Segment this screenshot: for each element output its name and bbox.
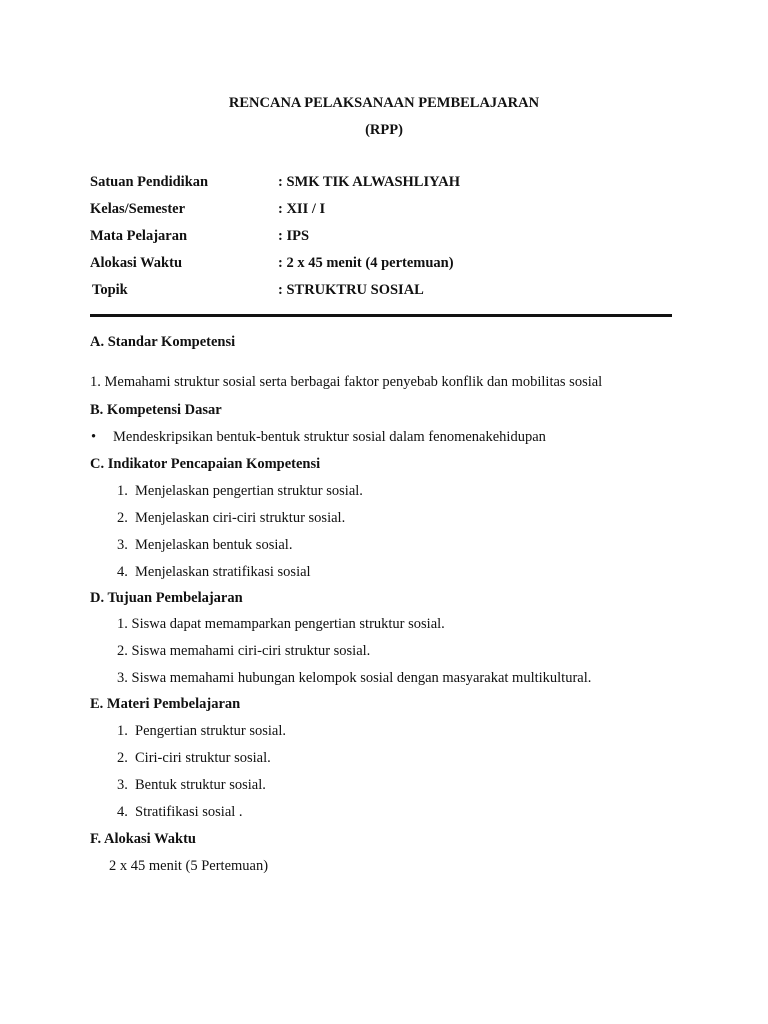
list-item: Pengertian struktur sosial. [135, 723, 287, 739]
list-item: Menjelaskan pengertian struktur sosial. [135, 483, 363, 499]
list-item: Ciri-ciri struktur sosial. [135, 750, 271, 766]
info-value: : XII / I [278, 201, 326, 217]
list-item: 3. Siswa memahami hubungan kelompok sosial dengan masyarakat multikultural. [117, 670, 592, 686]
list-number: 1. [117, 723, 128, 739]
list-item: Stratifikasi sosial . [135, 804, 243, 820]
list-item: Menjelaskan bentuk sosial. [135, 537, 293, 553]
document-subtitle: (RPP) [365, 122, 403, 138]
list-item: 2. Siswa memahami ciri-ciri struktur sosial. [117, 643, 371, 659]
list-number: 2. [117, 510, 128, 526]
list-item: Menjelaskan ciri-ciri struktur sosial. [135, 510, 346, 526]
info-value: : 2 x 45 menit (4 pertemuan) [278, 255, 454, 271]
list-number: 1. [117, 483, 128, 499]
section-heading: C. Indikator Pencapaian Kompetensi [90, 456, 321, 472]
section-heading: B. Kompetensi Dasar [90, 402, 222, 418]
section-heading: D. Tujuan Pembelajaran [90, 590, 243, 606]
info-value: : STRUKTRU SOSIAL [278, 282, 424, 298]
list-item: 1. Siswa dapat memamparkan pengertian struktur sosial. [117, 616, 445, 632]
list-number: 4. [117, 804, 128, 820]
section-text: 2 x 45 menit (5 Pertemuan) [109, 858, 269, 874]
info-label: Alokasi Waktu [90, 255, 183, 271]
list-number: 4. [117, 564, 128, 580]
list-item: Bentuk struktur sosial. [135, 777, 266, 793]
list-number: 2. [117, 750, 128, 766]
list-item: Menjelaskan stratifikasi sosial [135, 564, 311, 580]
list-number: 3. [117, 777, 128, 793]
section-text: 1. Memahami struktur sosial serta berbagai faktor penyebab konflik dan mobilitas sosial [90, 374, 603, 390]
section-text: Mendeskripsikan bentuk-bentuk struktur sosial dalam fenomenakehidupan [113, 429, 546, 445]
info-label: Kelas/Semester [90, 201, 186, 217]
divider-rule [90, 314, 672, 317]
info-value: : IPS [278, 228, 310, 244]
section-heading: F. Alokasi Waktu [90, 831, 196, 847]
list-number: 3. [117, 537, 128, 553]
info-value: : SMK TIK ALWASHLIYAH [278, 174, 460, 190]
document-title: RENCANA PELAKSANAAN PEMBELAJARAN [228, 95, 540, 111]
section-heading: E. Materi Pembelajaran [90, 696, 241, 712]
section-heading: A. Standar Kompetensi [90, 334, 236, 350]
info-label: Topik [92, 282, 128, 298]
bullet-icon: • [91, 429, 97, 445]
info-label: Mata Pelajaran [90, 228, 188, 244]
info-label: Satuan Pendidikan [90, 174, 209, 190]
